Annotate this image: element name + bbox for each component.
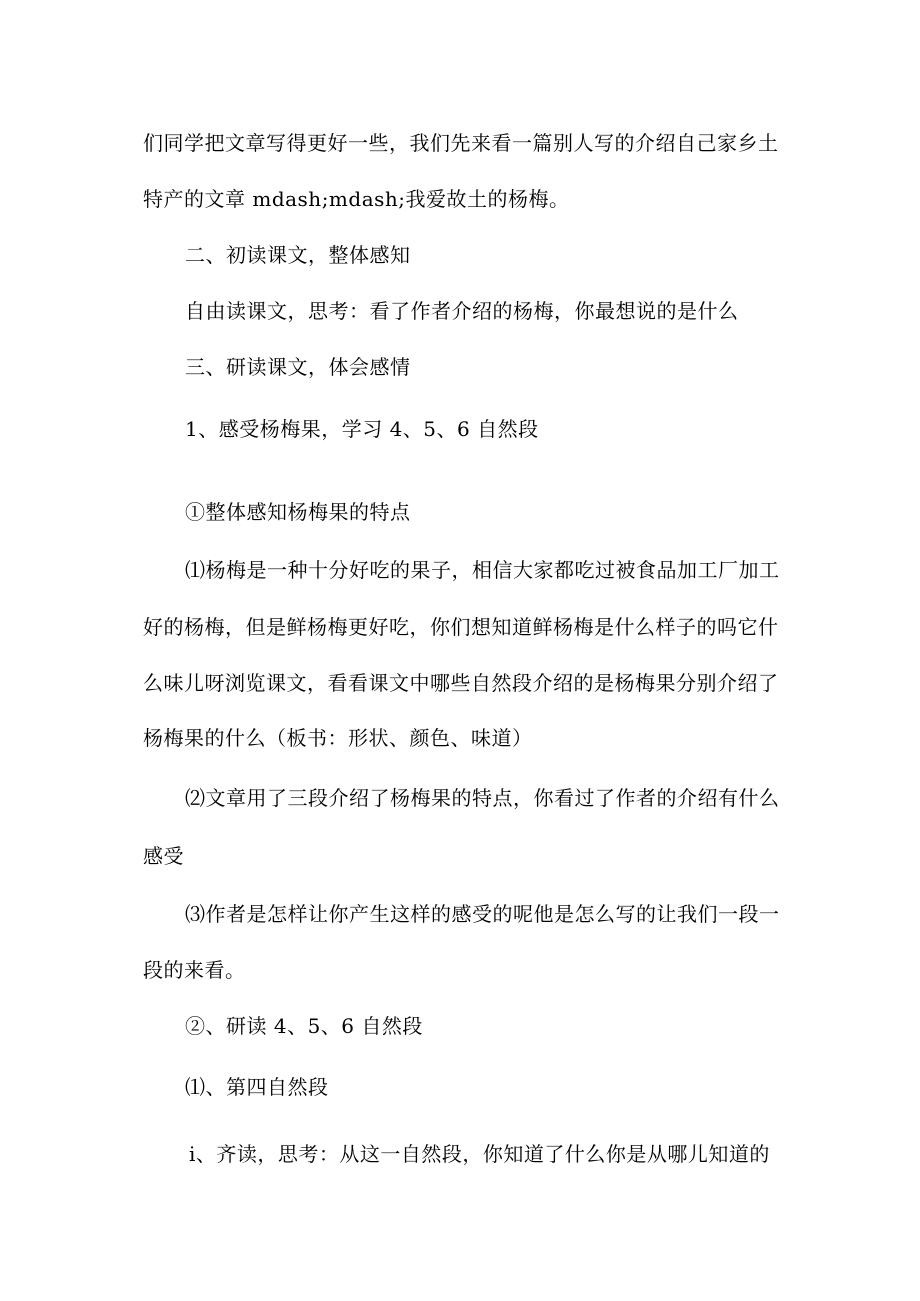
text-line-10: 么味儿呀浏览课文，看看课文中哪些自然段介绍的是杨梅果分别介绍了 <box>143 671 779 695</box>
text-line-2: 特产的文章 mdash;mdash;我爱故土的杨梅。 <box>143 187 570 211</box>
subsection-heading-1: 1、感受杨梅果，学习 4、5、6 自然段 <box>185 417 539 441</box>
text-line-11: 杨梅果的什么（板书：形状、颜色、味道） <box>143 726 533 750</box>
subsection-heading-circle-1: ①整体感知杨梅果的特点 <box>185 500 411 524</box>
text-line-4: 自由读课文，思考：看了作者介绍的杨梅，你最想说的是什么 <box>185 299 739 323</box>
text-line-13: 感受 <box>143 844 184 868</box>
text-line-14: ⑶作者是怎样让你产生这样的感受的呢他是怎么写的让我们一段一 <box>185 902 780 926</box>
subsection-heading-paren-1: ⑴、第四自然段 <box>185 1075 329 1099</box>
text-line-1: 们同学把文章写得更好一些，我们先来看一篇别人写的介绍自己家乡土 <box>143 131 779 155</box>
text-line-9: 好的杨梅，但是鲜杨梅更好吃，你们想知道鲜杨梅是什么样子的吗它什 <box>143 615 779 639</box>
section-heading-2: 二、初读课文，整体感知 <box>185 243 411 267</box>
text-line-15: 段的来看。 <box>143 958 246 982</box>
subsection-heading-circle-2: ②、研读 4、5、6 自然段 <box>185 1014 423 1038</box>
text-line-8: ⑴杨梅是一种十分好吃的果子，相信大家都吃过被食品加工厂加工 <box>185 558 780 582</box>
text-line-18: i、齐读，思考：从这一自然段，你知道了什么你是从哪儿知道的 <box>189 1142 770 1166</box>
section-heading-3: 三、研读课文，体会感情 <box>185 355 411 379</box>
text-line-12: ⑵文章用了三段介绍了杨梅果的特点，你看过了作者的介绍有什么 <box>185 786 780 810</box>
